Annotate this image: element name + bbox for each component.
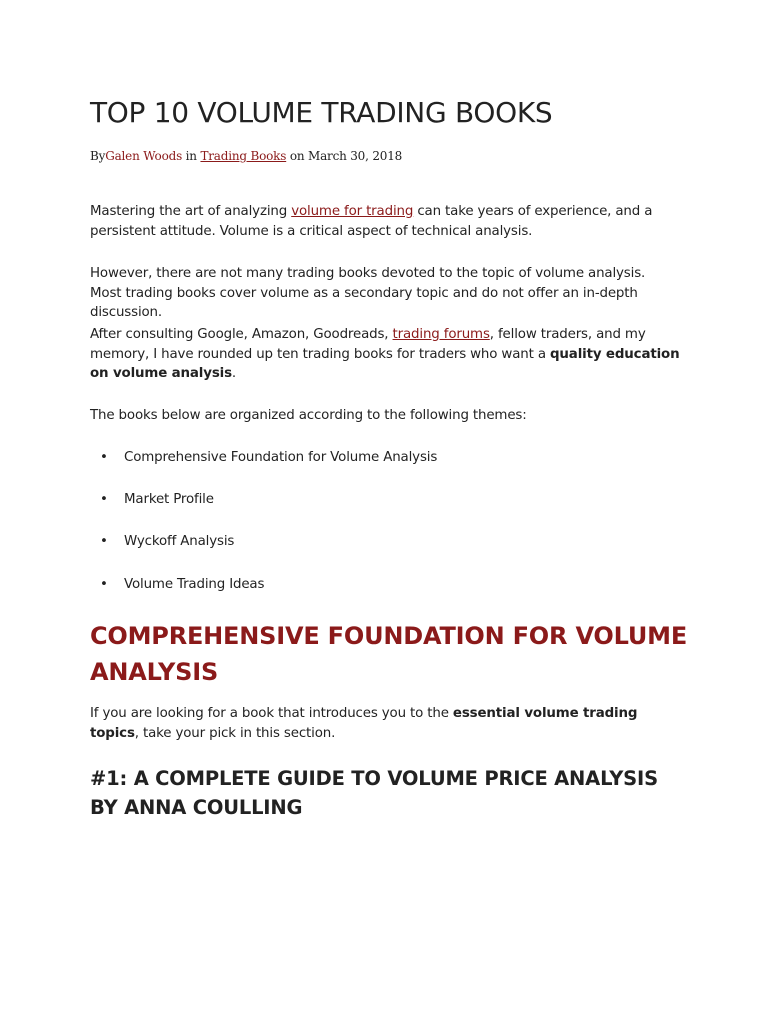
- book-heading: #1: A COMPLETE GUIDE TO VOLUME PRICE ANALYSIS BY ANNA COULLING: [90, 767, 658, 819]
- trading-forums-link[interactable]: trading forums: [392, 327, 490, 342]
- section-intro-paragraph: If you are looking for a book that introduces you to the essential volume trading topics, take your pick in this section.: [90, 706, 638, 741]
- bullet-icon: •: [100, 450, 108, 465]
- byline-in: in: [182, 149, 201, 163]
- intro-paragraph-3: After consulting Google, Amazon, Goodreads, trading forums, fellow traders, and my memory, I have rounded up ten trading books for traders who want a quality education on volume analysis.: [90, 327, 680, 381]
- byline-date: on March 30, 2018: [286, 149, 403, 163]
- category-link[interactable]: Trading Books: [200, 149, 287, 163]
- intro-paragraph-4: The books below are organized according to the following themes:: [90, 408, 527, 423]
- themes-list: [90, 448, 437, 617]
- section-heading: COMPREHENSIVE FOUNDATION FOR VOLUME ANALYSIS: [90, 622, 688, 686]
- bullet-icon: •: [100, 534, 108, 550]
- bullet-icon: •: [100, 576, 108, 592]
- list-item: • Comprehensive Foundation for Volume Analysis: [90, 448, 437, 490]
- list-item: • Volume Trading Ideas: [90, 575, 437, 617]
- intro-paragraph-1: Mastering the art of analyzing volume for trading can take years of experience, and a persistent attitude. Volume is a critical aspect of technical analysis.: [90, 204, 653, 239]
- intro-paragraph-2: However, there are not many trading books devoted to the topic of volume analysis. Most trading books cover volume as a secondary topic and do not offer an in-depth discussion.: [90, 266, 646, 320]
- list-item: • Market Profile: [90, 490, 437, 532]
- article-title: TOP 10 VOLUME TRADING BOOKS: [90, 96, 553, 129]
- byline: [90, 149, 402, 163]
- bullet-icon: •: [100, 492, 108, 508]
- byline-by: By: [90, 149, 106, 163]
- volume-for-trading-link[interactable]: volume for trading: [291, 204, 414, 219]
- list-item: • Wyckoff Analysis: [90, 532, 437, 574]
- author-link[interactable]: Galen Woods: [105, 149, 183, 163]
